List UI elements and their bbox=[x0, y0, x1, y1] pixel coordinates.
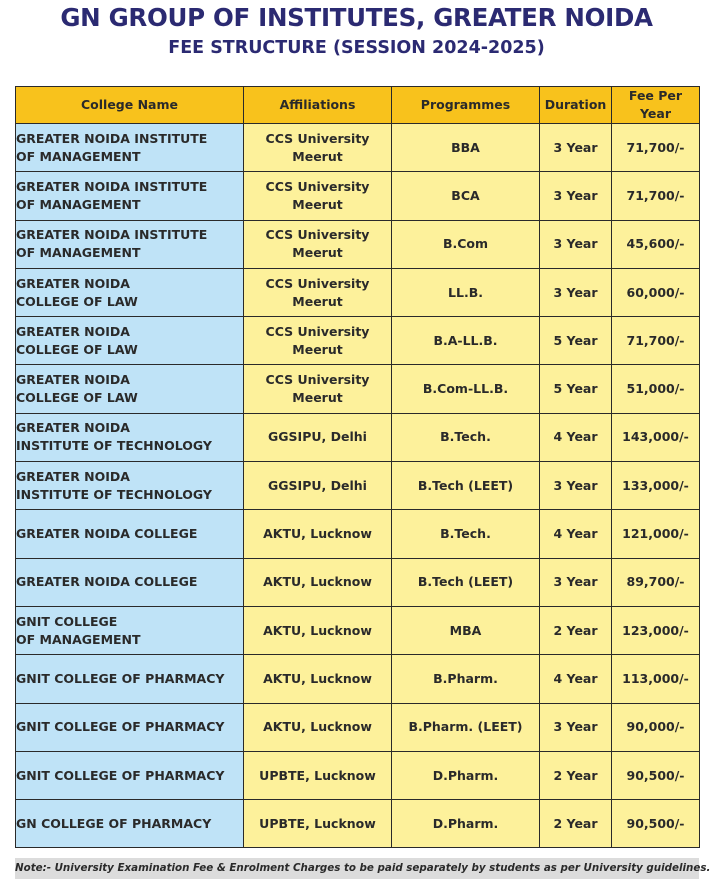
affiliation-cell: CCS University Meerut bbox=[244, 172, 392, 220]
duration-cell: 2 Year bbox=[540, 606, 612, 654]
affiliation-cell: AKTU, Lucknow bbox=[244, 606, 392, 654]
table-row bbox=[16, 655, 700, 703]
duration-cell: 3 Year bbox=[540, 703, 612, 751]
duration-cell: 3 Year bbox=[540, 558, 612, 606]
affiliation-cell: CCS University Meerut bbox=[244, 317, 392, 365]
table-row bbox=[16, 268, 700, 316]
table-row bbox=[16, 606, 700, 654]
column-header-affiliations: Affiliations bbox=[244, 87, 392, 124]
programme-cell: D.Pharm. bbox=[392, 800, 540, 848]
programme-cell: D.Pharm. bbox=[392, 751, 540, 799]
duration-cell: 5 Year bbox=[540, 365, 612, 413]
fee-cell: 71,700/- bbox=[612, 124, 700, 172]
fee-cell: 133,000/- bbox=[612, 462, 700, 510]
programme-cell: B.Tech. bbox=[392, 413, 540, 461]
table-row bbox=[16, 172, 700, 220]
affiliation-cell: CCS University Meerut bbox=[244, 124, 392, 172]
duration-cell: 3 Year bbox=[540, 268, 612, 316]
duration-cell: 3 Year bbox=[540, 462, 612, 510]
programme-cell: LL.B. bbox=[392, 268, 540, 316]
table-row bbox=[16, 751, 700, 799]
fee-cell: 90,500/- bbox=[612, 800, 700, 848]
fee-cell: 60,000/- bbox=[612, 268, 700, 316]
affiliation-cell: AKTU, Lucknow bbox=[244, 558, 392, 606]
duration-cell: 4 Year bbox=[540, 510, 612, 558]
table-row bbox=[16, 558, 700, 606]
college-name-cell: GREATER NOIDA INSTITUTE OF MANAGEMENT bbox=[16, 172, 244, 220]
fee-cell: 71,700/- bbox=[612, 172, 700, 220]
fee-cell: 143,000/- bbox=[612, 413, 700, 461]
fee-cell: 89,700/- bbox=[612, 558, 700, 606]
table-row bbox=[16, 317, 700, 365]
column-header-fee-per-year: Fee Per Year bbox=[612, 87, 700, 124]
college-name-cell: GREATER NOIDA INSTITUTE OF MANAGEMENT bbox=[16, 124, 244, 172]
programme-cell: B.Pharm. (LEET) bbox=[392, 703, 540, 751]
college-name-cell: GREATER NOIDA COLLEGE OF LAW bbox=[16, 268, 244, 316]
fee-cell: 121,000/- bbox=[612, 510, 700, 558]
college-name-cell: GNIT COLLEGE OF PHARMACY bbox=[16, 751, 244, 799]
fee-cell: 113,000/- bbox=[612, 655, 700, 703]
fee-cell: 123,000/- bbox=[612, 606, 700, 654]
column-header-programmes: Programmes bbox=[392, 87, 540, 124]
affiliation-cell: CCS University Meerut bbox=[244, 365, 392, 413]
college-name-cell: GNIT COLLEGE OF PHARMACY bbox=[16, 703, 244, 751]
programme-cell: B.Com bbox=[392, 220, 540, 268]
programme-cell: B.Com-LL.B. bbox=[392, 365, 540, 413]
fee-cell: 90,500/- bbox=[612, 751, 700, 799]
duration-cell: 3 Year bbox=[540, 220, 612, 268]
fee-cell: 71,700/- bbox=[612, 317, 700, 365]
college-name-cell: GN COLLEGE OF PHARMACY bbox=[16, 800, 244, 848]
duration-cell: 4 Year bbox=[540, 413, 612, 461]
college-name-cell: GNIT COLLEGE OF MANAGEMENT bbox=[16, 606, 244, 654]
programme-cell: B.Tech. bbox=[392, 510, 540, 558]
affiliation-cell: CCS University Meerut bbox=[244, 268, 392, 316]
fee-cell: 45,600/- bbox=[612, 220, 700, 268]
duration-cell: 3 Year bbox=[540, 124, 612, 172]
column-header-duration: Duration bbox=[540, 87, 612, 124]
affiliation-cell: GGSIPU, Delhi bbox=[244, 413, 392, 461]
table-row bbox=[16, 413, 700, 461]
affiliation-cell: AKTU, Lucknow bbox=[244, 703, 392, 751]
table-row bbox=[16, 365, 700, 413]
fee-table bbox=[15, 86, 700, 848]
programme-cell: B.Tech (LEET) bbox=[392, 558, 540, 606]
table-row bbox=[16, 462, 700, 510]
college-name-cell: GREATER NOIDA INSTITUTE OF TECHNOLOGY bbox=[16, 413, 244, 461]
affiliation-cell: CCS University Meerut bbox=[244, 220, 392, 268]
affiliation-cell: AKTU, Lucknow bbox=[244, 655, 392, 703]
college-name-cell: GREATER NOIDA COLLEGE OF LAW bbox=[16, 365, 244, 413]
college-name-cell: GREATER NOIDA COLLEGE bbox=[16, 510, 244, 558]
table-row bbox=[16, 220, 700, 268]
affiliation-cell: UPBTE, Lucknow bbox=[244, 751, 392, 799]
affiliation-cell: GGSIPU, Delhi bbox=[244, 462, 392, 510]
college-name-cell: GREATER NOIDA COLLEGE bbox=[16, 558, 244, 606]
column-header-college-name: College Name bbox=[16, 87, 244, 124]
page-title: GN GROUP OF INSTITUTES, GREATER NOIDA bbox=[60, 3, 653, 32]
programme-cell: BBA bbox=[392, 124, 540, 172]
table-header-row bbox=[16, 87, 700, 124]
table-row bbox=[16, 124, 700, 172]
duration-cell: 4 Year bbox=[540, 655, 612, 703]
table-row bbox=[16, 800, 700, 848]
page-subtitle: FEE STRUCTURE (SESSION 2024-2025) bbox=[168, 38, 545, 58]
affiliation-cell: UPBTE, Lucknow bbox=[244, 800, 392, 848]
college-name-cell: GREATER NOIDA COLLEGE OF LAW bbox=[16, 317, 244, 365]
affiliation-cell: AKTU, Lucknow bbox=[244, 510, 392, 558]
programme-cell: B.A-LL.B. bbox=[392, 317, 540, 365]
programme-cell: B.Pharm. bbox=[392, 655, 540, 703]
fee-cell: 51,000/- bbox=[612, 365, 700, 413]
college-name-cell: GNIT COLLEGE OF PHARMACY bbox=[16, 655, 244, 703]
fee-cell: 90,000/- bbox=[612, 703, 700, 751]
duration-cell: 2 Year bbox=[540, 800, 612, 848]
duration-cell: 3 Year bbox=[540, 172, 612, 220]
table-row bbox=[16, 510, 700, 558]
college-name-cell: GREATER NOIDA INSTITUTE OF MANAGEMENT bbox=[16, 220, 244, 268]
programme-cell: MBA bbox=[392, 606, 540, 654]
table-row bbox=[16, 703, 700, 751]
duration-cell: 5 Year bbox=[540, 317, 612, 365]
programme-cell: BCA bbox=[392, 172, 540, 220]
college-name-cell: GREATER NOIDA INSTITUTE OF TECHNOLOGY bbox=[16, 462, 244, 510]
programme-cell: B.Tech (LEET) bbox=[392, 462, 540, 510]
duration-cell: 2 Year bbox=[540, 751, 612, 799]
footer-note: Note:- University Examination Fee & Enrolment Charges to be paid separately by students as per University guidelines. bbox=[15, 858, 699, 879]
